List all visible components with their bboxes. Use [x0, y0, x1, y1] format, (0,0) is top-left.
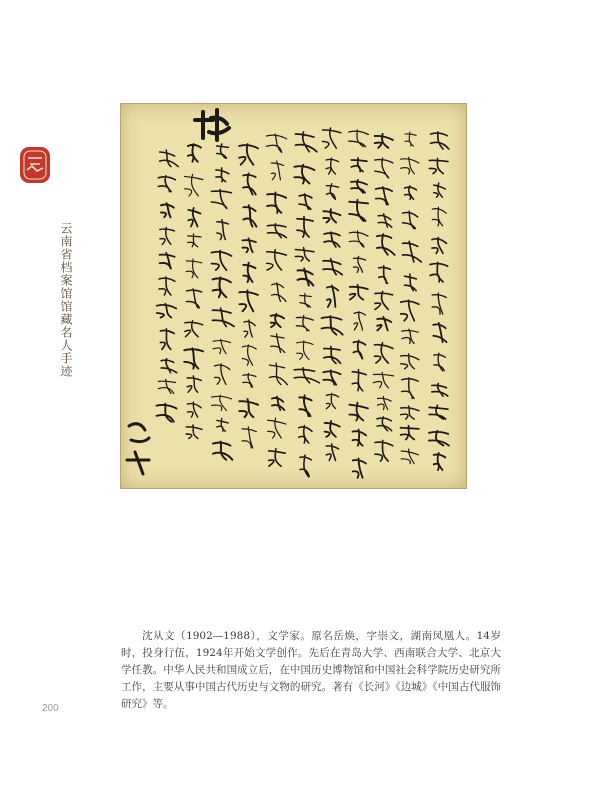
page-number: 200: [42, 703, 59, 714]
handwriting-stroke: [377, 417, 392, 431]
handwriting-stroke: [269, 363, 287, 385]
handwriting-stroke: [351, 158, 367, 172]
handwriting-stroke: [431, 132, 449, 149]
handwriting-stroke: [401, 426, 419, 440]
handwriting-stroke: [161, 203, 174, 217]
handwriting-stroke: [375, 343, 393, 363]
handwriting-stroke: [272, 283, 286, 302]
handwriting-stroke: [158, 379, 175, 393]
handwriting-stroke: [239, 399, 258, 417]
handwriting-stroke: [243, 174, 256, 195]
handwriting-stroke: [271, 161, 283, 180]
handwriting-stroke: [353, 340, 365, 358]
handwriting-stroke: [429, 158, 448, 173]
handwriting-stroke: [434, 453, 446, 470]
handwriting-stroke: [429, 405, 448, 419]
handwriting-stroke: [185, 321, 203, 337]
handwriting-stroke: [352, 370, 366, 391]
handwriting-stroke: [432, 293, 446, 314]
handwriting-stroke: [213, 277, 231, 297]
handwriting-stroke: [242, 345, 256, 365]
handwriting-stroke: [212, 395, 232, 411]
handwriting-stroke: [188, 234, 201, 247]
handwriting-stroke: [405, 132, 416, 146]
handwriting-stroke: [216, 168, 229, 182]
handwriting-stroke: [429, 431, 449, 446]
handwriting-stroke: [432, 238, 447, 254]
handwriting-stroke: [160, 329, 174, 349]
handwriting-stroke: [267, 192, 286, 213]
handwriting-stroke: [271, 334, 285, 353]
handwriting-stroke: [403, 211, 418, 228]
handwriting-stroke: [324, 232, 340, 247]
handwriting-stroke: [187, 376, 201, 392]
handwriting-stroke: [242, 427, 256, 448]
handwriting-stroke: [375, 158, 393, 178]
handwriting-stroke: [323, 259, 342, 275]
handwriting-stroke: [299, 194, 312, 209]
handwriting-stroke: [401, 354, 419, 369]
handwriting-stroke: [185, 174, 203, 196]
handwriting-stroke: [349, 130, 369, 147]
handwriting-stroke: [349, 403, 368, 421]
handwriting-stroke: [298, 269, 314, 286]
handwriting-stroke: [239, 290, 258, 311]
handwriting-stroke: [325, 421, 340, 437]
handwriting-stroke: [349, 231, 368, 247]
handwriting-stroke: [158, 176, 175, 192]
handwriting-stroke: [379, 266, 391, 284]
handwriting-stroke: [322, 316, 343, 335]
side-title: 云南省档案馆馆藏名人手迹: [59, 222, 73, 378]
handwriting-stroke: [401, 406, 419, 419]
handwriting-stroke: [243, 263, 255, 282]
handwriting-stroke: [433, 323, 446, 342]
handwriting-stroke: [323, 128, 341, 148]
handwriting-stroke: [378, 214, 392, 228]
seal-stamp: [18, 145, 52, 185]
caption: [121, 628, 501, 713]
handwriting-stroke: [217, 220, 228, 240]
handwriting-stroke: [186, 289, 201, 308]
handwriting-stroke: [188, 144, 201, 162]
handwriting-stroke: [434, 183, 446, 197]
handwriting-stroke: [401, 300, 419, 321]
handwriting-stroke: [354, 312, 365, 331]
handwriting-stroke: [213, 308, 235, 326]
handwriting-stroke: [157, 304, 177, 318]
handwriting-stroke: [160, 228, 175, 245]
handwriting-stroke: [217, 418, 229, 431]
handwriting-stroke: [186, 259, 202, 278]
handwriting-stroke: [403, 241, 422, 262]
handwriting-stroke: [299, 395, 311, 416]
handwriting-stroke: [375, 292, 393, 310]
handwriting-stroke: [215, 364, 230, 385]
handwriting-stroke: [402, 378, 419, 399]
handwriting-stroke: [326, 444, 338, 460]
handwriting-stroke: [217, 144, 229, 158]
handwriting-stroke: [402, 329, 418, 343]
handwriting-stroke: [373, 373, 393, 388]
handwriting-stroke: [297, 341, 313, 360]
handwriting-stroke: [377, 234, 395, 255]
handwriting-stroke: [268, 418, 286, 438]
handwriting-stroke: [213, 442, 232, 460]
handwriting-stroke: [295, 132, 317, 152]
handwriting-stroke: [378, 397, 392, 410]
handwriting-stroke: [299, 426, 312, 443]
handwriting-stroke: [213, 339, 230, 353]
handwriting-stroke: [353, 458, 366, 478]
handwriting-stroke: [243, 205, 256, 226]
handwriting-stroke: [269, 449, 286, 466]
handwriting-stroke: [349, 200, 368, 221]
handwritten-letter-strokes: [121, 104, 466, 488]
handwriting-stroke: [432, 207, 446, 226]
handwriting-stroke: [297, 217, 313, 237]
handwriting-stroke: [266, 134, 286, 152]
handwriting-stroke: [326, 184, 338, 200]
handwriting-stroke: [160, 253, 175, 269]
handwriting-stroke: [405, 274, 417, 291]
handwriting-stroke: [211, 189, 231, 208]
handwriting-stroke: [186, 425, 202, 439]
handwriting-stroke: [300, 455, 311, 476]
handwriting-stroke: [350, 285, 368, 300]
caption-text: 沈从文（1902—1988），文学家。原名岳焕，字崇文，湖南凤凰人。14岁时，投身行伍，1924年开始文学创作。先后在青岛大学、西南联合大学、北京大学任教。中华人民共和国成立后，在中国历史博物馆和中国社会科学院历史研究所工作，主要从事中国古代历史与文物的研究。著有《长河》《边城》《中国古代服饰研究》等。: [121, 630, 501, 710]
handwriting-stroke: [160, 150, 179, 167]
handwriting-stroke: [434, 353, 445, 371]
handwriting-stroke: [375, 134, 393, 148]
handwriting-stroke: [375, 441, 393, 462]
handwriting-stroke: [212, 251, 232, 271]
handwriting-stroke: [296, 316, 313, 331]
handwriting-stroke: [401, 449, 418, 464]
handwriting-stroke: [188, 208, 200, 227]
handwriting-stroke: [323, 370, 340, 384]
handwriting-stroke: [430, 263, 448, 282]
handwriting-stroke: [294, 368, 319, 383]
handwriting-stroke: [272, 397, 285, 411]
handwriting-stroke: [243, 373, 256, 387]
handwriting-stroke: [401, 157, 419, 174]
handwriting-stroke: [244, 320, 255, 337]
handwriting-stroke: [405, 186, 417, 199]
header-mark: [195, 110, 229, 140]
handwriting-stroke: [161, 359, 177, 373]
handwriting-stroke: [157, 404, 177, 422]
handwriting-stroke: [354, 256, 366, 272]
handwriting-stroke: [187, 402, 201, 417]
handwriting-stroke: [239, 144, 258, 165]
handwriting-stroke: [295, 248, 314, 262]
handwriting-stroke: [376, 187, 393, 205]
handwriting-stroke: [271, 314, 284, 327]
handwriting-stroke: [326, 158, 339, 174]
handwriting-stroke: [243, 238, 257, 252]
handwriting-stroke: [324, 347, 341, 364]
handwriting-stroke: [184, 348, 203, 368]
handwriting-stroke: [300, 294, 311, 308]
handwriting-stroke: [377, 317, 391, 330]
handwriting-stroke: [323, 209, 340, 222]
signature-mark: [127, 424, 149, 474]
handwriting-stroke: [326, 393, 338, 408]
handwriting-stroke: [351, 180, 367, 193]
handwriting-stroke: [294, 165, 314, 184]
handwriting-stroke: [327, 286, 338, 307]
handwriting-stroke: [353, 430, 367, 446]
manuscript-image: [121, 104, 466, 488]
handwriting-stroke: [267, 250, 287, 270]
handwriting-stroke: [432, 384, 448, 397]
handwriting-stroke: [159, 277, 175, 295]
handwriting-stroke: [268, 224, 287, 238]
